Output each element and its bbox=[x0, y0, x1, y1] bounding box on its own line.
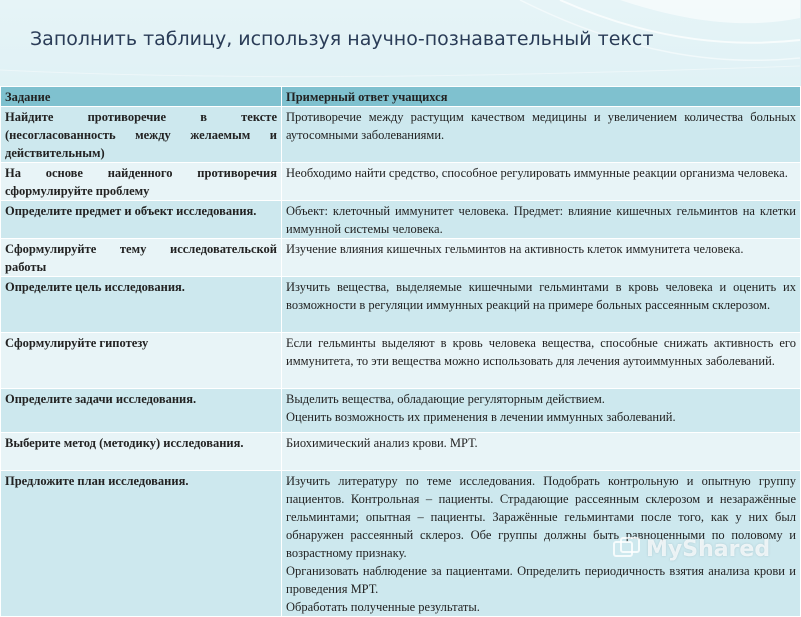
answer-text: Изучить литературу по теме исследования. Подобрать контрольную и опытную группу пациентов. Контрольная – пациенты. Страдающие рассеянным склерозом и незаражённые гельминтами; опытная – пациенты. Заражённые гельминтами после того, как у них был обнаружен рассеянный склероз. Обе группы должны быть равноценными по половому и возрастному признаку. bbox=[286, 474, 796, 560]
table-container bbox=[0, 86, 800, 614]
table-row bbox=[1, 433, 801, 471]
task-cell: Определите предмет и объект исследования. bbox=[1, 201, 282, 239]
answer-text: Биохимический анализ крови. МРТ. bbox=[286, 436, 478, 450]
column-header-task: Задание bbox=[1, 87, 282, 107]
answer-text: Обработать полученные результаты. bbox=[286, 600, 480, 614]
task-cell: Сформулируйте тему исследовательской работы bbox=[1, 239, 282, 277]
column-header-answer: Примерный ответ учащихся bbox=[282, 87, 801, 107]
answer-cell bbox=[282, 163, 801, 201]
slide-title: Заполнить таблицу, используя научно-познавательный текст bbox=[30, 28, 654, 50]
task-cell: На основе найденного противоречия сформулируйте проблему bbox=[1, 163, 282, 201]
answer-cell bbox=[282, 201, 801, 239]
table-row bbox=[1, 239, 801, 277]
task-cell: Найдите противоречие в тексте (несогласованность между желаемым и действительным) bbox=[1, 107, 282, 163]
answer-text: Организовать наблюдение за пациентами. Определить периодичность взятия анализа крови и проведения МРТ. bbox=[286, 564, 796, 596]
answer-text: Изучить вещества, выделяемые кишечными гельминтами в кровь человека и оценить их возможности в регуляции иммунных реакций на примере больных рассеянным склерозом. bbox=[286, 280, 796, 312]
answer-cell bbox=[282, 333, 801, 389]
table-row bbox=[1, 333, 801, 389]
task-cell: Определите цель исследования. bbox=[1, 277, 282, 333]
answer-cell bbox=[282, 239, 801, 277]
myshared-logo-icon bbox=[612, 536, 642, 560]
answer-cell bbox=[282, 107, 801, 163]
answer-text: Противоречие между растущим качеством медицины и увеличением количества больных аутосомными заболеваниями. bbox=[286, 110, 796, 142]
answer-text: Выделить вещества, обладающие регуляторным действием. bbox=[286, 392, 605, 406]
answer-text: Изучение влияния кишечных гельминтов на активность клеток иммунитета человека. bbox=[286, 242, 744, 256]
table-row bbox=[1, 163, 801, 201]
watermark-text: MyShared bbox=[646, 537, 771, 562]
table-row bbox=[1, 107, 801, 163]
table-header-row bbox=[1, 87, 801, 107]
answer-cell bbox=[282, 277, 801, 333]
watermark bbox=[612, 536, 770, 562]
answer-text: Необходимо найти средство, способное регулировать иммунные реакции организма человека. bbox=[286, 166, 788, 180]
task-cell: Сформулируйте гипотезу bbox=[1, 333, 282, 389]
answer-text: Объект: клеточный иммунитет человека. Предмет: влияние кишечных гельминтов на клетки иммунной системы человека. bbox=[286, 204, 796, 236]
table-row bbox=[1, 277, 801, 333]
table-row bbox=[1, 389, 801, 433]
answer-cell bbox=[282, 389, 801, 433]
answer-cell bbox=[282, 433, 801, 471]
table-row bbox=[1, 201, 801, 239]
answer-text: Если гельминты выделяют в кровь человека вещества, способные снижать активность его иммунитета, то эти вещества можно использовать для лечения аутоиммунных заболеваний. bbox=[286, 336, 796, 368]
task-cell: Предложите план исследования. bbox=[1, 471, 282, 617]
task-cell: Определите задачи исследования. bbox=[1, 389, 282, 433]
answer-text: Оценить возможность их применения в лечении иммунных заболеваний. bbox=[286, 410, 676, 424]
task-cell: Выберите метод (методику) исследования. bbox=[1, 433, 282, 471]
